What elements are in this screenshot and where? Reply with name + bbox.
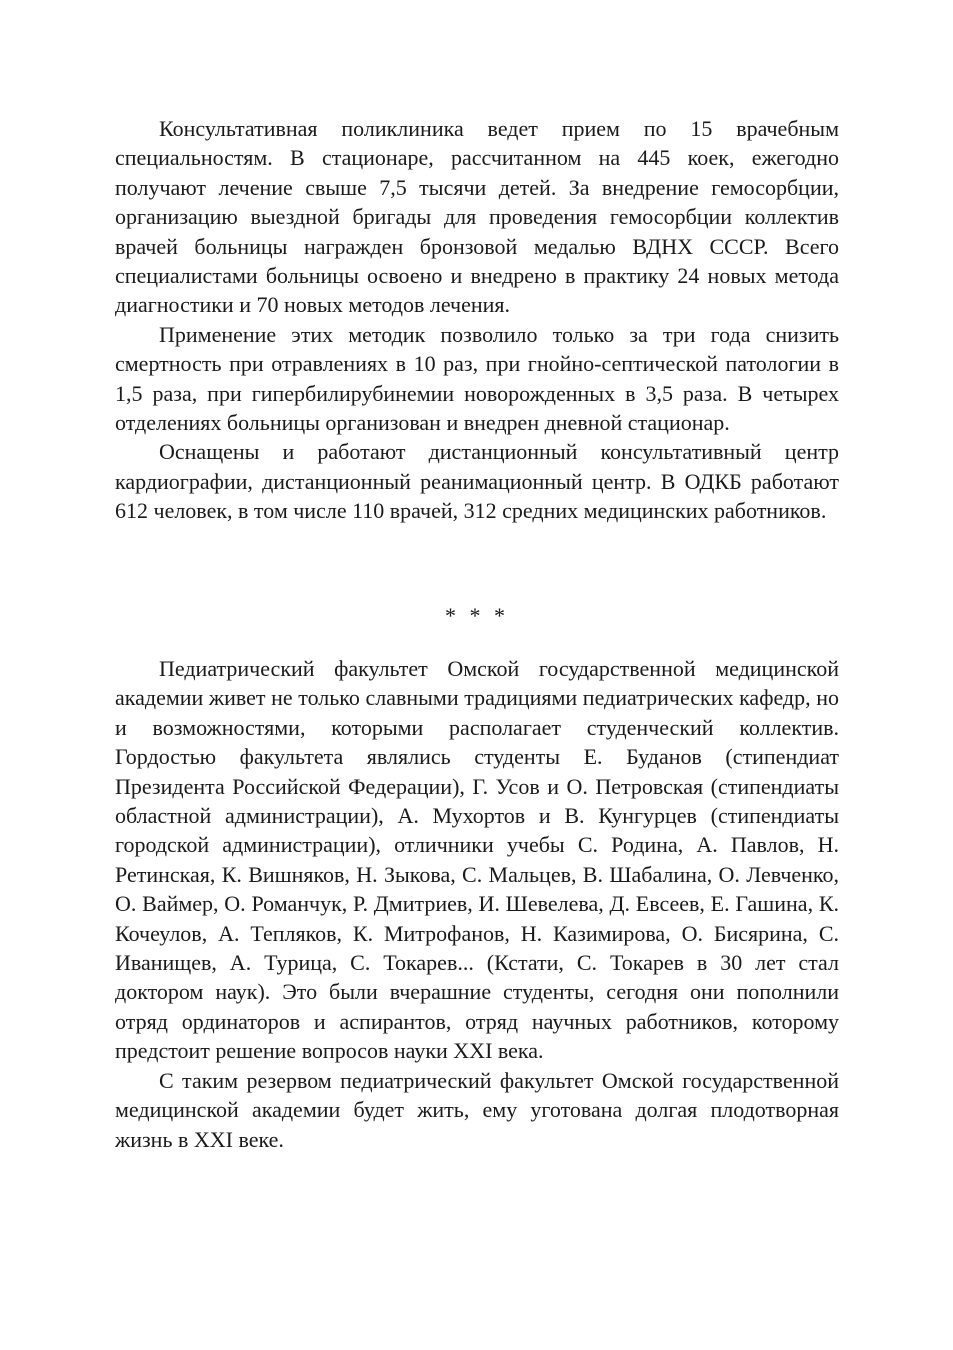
paragraph-methods-results: Применение этих методик позволило только за три года снизить смертность при отравлениях в 10 раз, при гнойно-септической патологии в 1,5 раза, при гипербилирубинемии новорожденных в 3,5 раза. В четырех отделениях больницы организован и внедрен дневной стационар.	[115, 321, 839, 436]
section-faculty-text	[115, 654, 839, 1154]
section-hospital-text	[115, 114, 839, 526]
paragraph-faculty-future: С таким резервом педиатрический факультет Омской государственной медицинской академии будет жить, ему уготована долгая плодотворная жизнь в XXI веке.	[115, 1067, 839, 1152]
section-separator: * * *	[445, 603, 509, 628]
paragraph-pediatric-faculty: Педиатрический факультет Омской государственной медицинской академии живет не только славными традициями педиатрических кафедр, но и возможностями, которыми располагает студенческий коллектив. Гордостью факультета являлись студенты Е. Буданов (стипендиат Президента Российской Федерации), Г. Усов и О. Петровская (стипендиаты областной администрации), А. Мухортов и В. Кунгурцев (стипендиаты городской администрации), отличники учебы С. Родина, А. Павлов, Н. Ретинская, К. Вишняков, Н. Зыкова, С. Мальцев, В. Шабалина, О. Левченко, О. Ваймер, О. Романчук, Р. Дмитриев, И. Шевелева, Д. Евсеев, Е. Гашина, К. Кочеулов, А. Тепляков, К. Митрофанов, Н. Казимирова, О. Бисярина, С. Иванищев, А. Турица, С. Токарев... (Кстати, С. Токарев в 30 лет стал доктором наук). Это были вчерашние студенты, сегодня они пополнили отряд ординаторов и аспирантов, отряд научных работников, которому предстоит решение вопросов науки XXI века.	[115, 656, 839, 1064]
paragraph-remote-centers: Оснащены и работают дистанционный консультативный центр кардиографии, дистанционный реанимационный центр. В ОДКБ работают 612 человек, в том числе 110 врачей, 312 средних медицинских работников.	[115, 439, 839, 524]
paragraph-consultative-clinic: Консультативная поликлиника ведет прием по 15 врачебным специальностям. В стационаре, рассчитанном на 445 коек, ежегодно получают лечение свыше 7,5 тысячи детей. За внедрение гемосорбции, организацию выездной бригады для проведения гемосорбции коллектив врачей больницы награжден бронзовой медалью ВДНХ СССР. Всего специалистами больницы освоено и внедрено в практику 24 новых метода диагностики и 70 новых методов лечения.	[115, 116, 839, 318]
